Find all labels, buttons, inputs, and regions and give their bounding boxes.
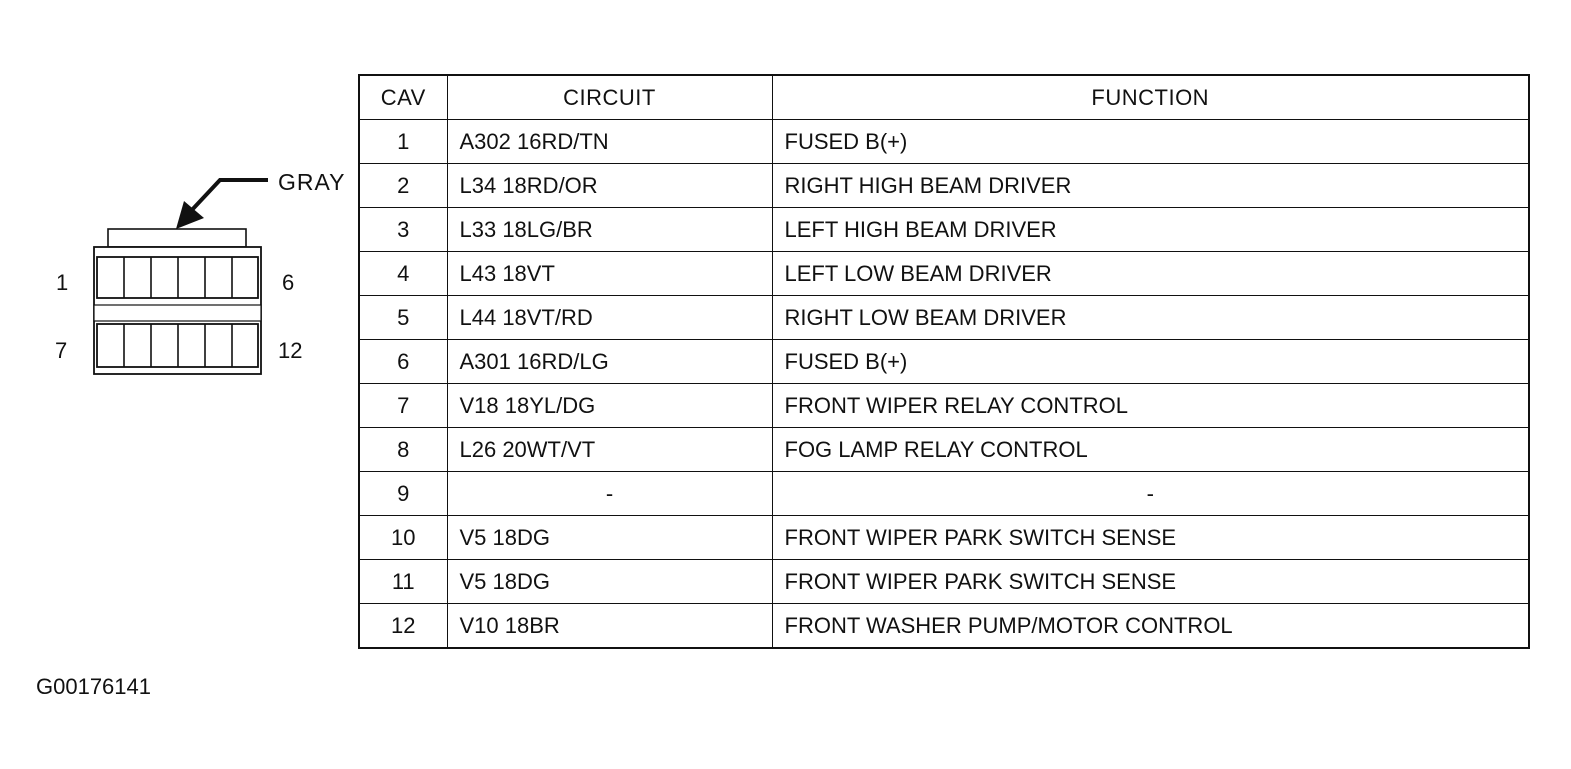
circuit-cell: L33 18LG/BR — [447, 208, 772, 252]
connector-body — [94, 229, 261, 374]
table-row — [359, 252, 1529, 296]
pin-label-bottom-right: 12 — [278, 338, 303, 363]
figure-id: G00176141 — [36, 674, 151, 699]
connector-diagram — [0, 0, 350, 420]
pin-label-top-left: 1 — [56, 270, 69, 295]
circuit-cell: A302 16RD/TN — [447, 120, 772, 164]
table-row — [359, 516, 1529, 560]
header-cav: CAV — [359, 75, 447, 120]
cav-cell: 3 — [359, 208, 447, 252]
function-cell: LEFT LOW BEAM DRIVER — [772, 252, 1529, 296]
table-row — [359, 296, 1529, 340]
pin-label-bottom-left: 7 — [55, 338, 68, 363]
function-cell: RIGHT HIGH BEAM DRIVER — [772, 164, 1529, 208]
cav-cell: 9 — [359, 472, 447, 516]
header-circuit: CIRCUIT — [447, 75, 772, 120]
function-cell: FRONT WIPER PARK SWITCH SENSE — [772, 560, 1529, 604]
table-row — [359, 472, 1529, 516]
header-function: FUNCTION — [772, 75, 1529, 120]
table-row — [359, 340, 1529, 384]
connector-color-label: GRAY — [278, 169, 346, 195]
cav-cell: 11 — [359, 560, 447, 604]
circuit-cell: V5 18DG — [447, 516, 772, 560]
function-cell: FRONT WIPER RELAY CONTROL — [772, 384, 1529, 428]
function-cell: FUSED B(+) — [772, 120, 1529, 164]
function-cell: FOG LAMP RELAY CONTROL — [772, 428, 1529, 472]
circuit-cell: L34 18RD/OR — [447, 164, 772, 208]
circuit-cell: L44 18VT/RD — [447, 296, 772, 340]
function-cell: FUSED B(+) — [772, 340, 1529, 384]
callout-arrow — [176, 180, 268, 229]
circuit-cell: L26 20WT/VT — [447, 428, 772, 472]
cav-cell: 6 — [359, 340, 447, 384]
circuit-cell: V5 18DG — [447, 560, 772, 604]
function-cell: RIGHT LOW BEAM DRIVER — [772, 296, 1529, 340]
circuit-cell: A301 16RD/LG — [447, 340, 772, 384]
table-header-row — [359, 75, 1529, 120]
circuit-cell: - — [447, 472, 772, 516]
pin-label-top-right: 6 — [282, 270, 295, 295]
circuit-cell: L43 18VT — [447, 252, 772, 296]
cav-cell: 7 — [359, 384, 447, 428]
cav-cell: 10 — [359, 516, 447, 560]
table-row — [359, 604, 1529, 649]
cav-cell: 12 — [359, 604, 447, 649]
function-cell: LEFT HIGH BEAM DRIVER — [772, 208, 1529, 252]
cav-cell: 1 — [359, 120, 447, 164]
function-cell: FRONT WIPER PARK SWITCH SENSE — [772, 516, 1529, 560]
function-cell: - — [772, 472, 1529, 516]
table-row — [359, 428, 1529, 472]
cav-cell: 4 — [359, 252, 447, 296]
pinout-table — [358, 74, 1530, 649]
circuit-cell: V10 18BR — [447, 604, 772, 649]
function-cell: FRONT WASHER PUMP/MOTOR CONTROL — [772, 604, 1529, 649]
circuit-cell: V18 18YL/DG — [447, 384, 772, 428]
cav-cell: 5 — [359, 296, 447, 340]
table-row — [359, 120, 1529, 164]
cav-cell: 8 — [359, 428, 447, 472]
table-row — [359, 208, 1529, 252]
table-row — [359, 164, 1529, 208]
table-row — [359, 384, 1529, 428]
table-row — [359, 560, 1529, 604]
cav-cell: 2 — [359, 164, 447, 208]
